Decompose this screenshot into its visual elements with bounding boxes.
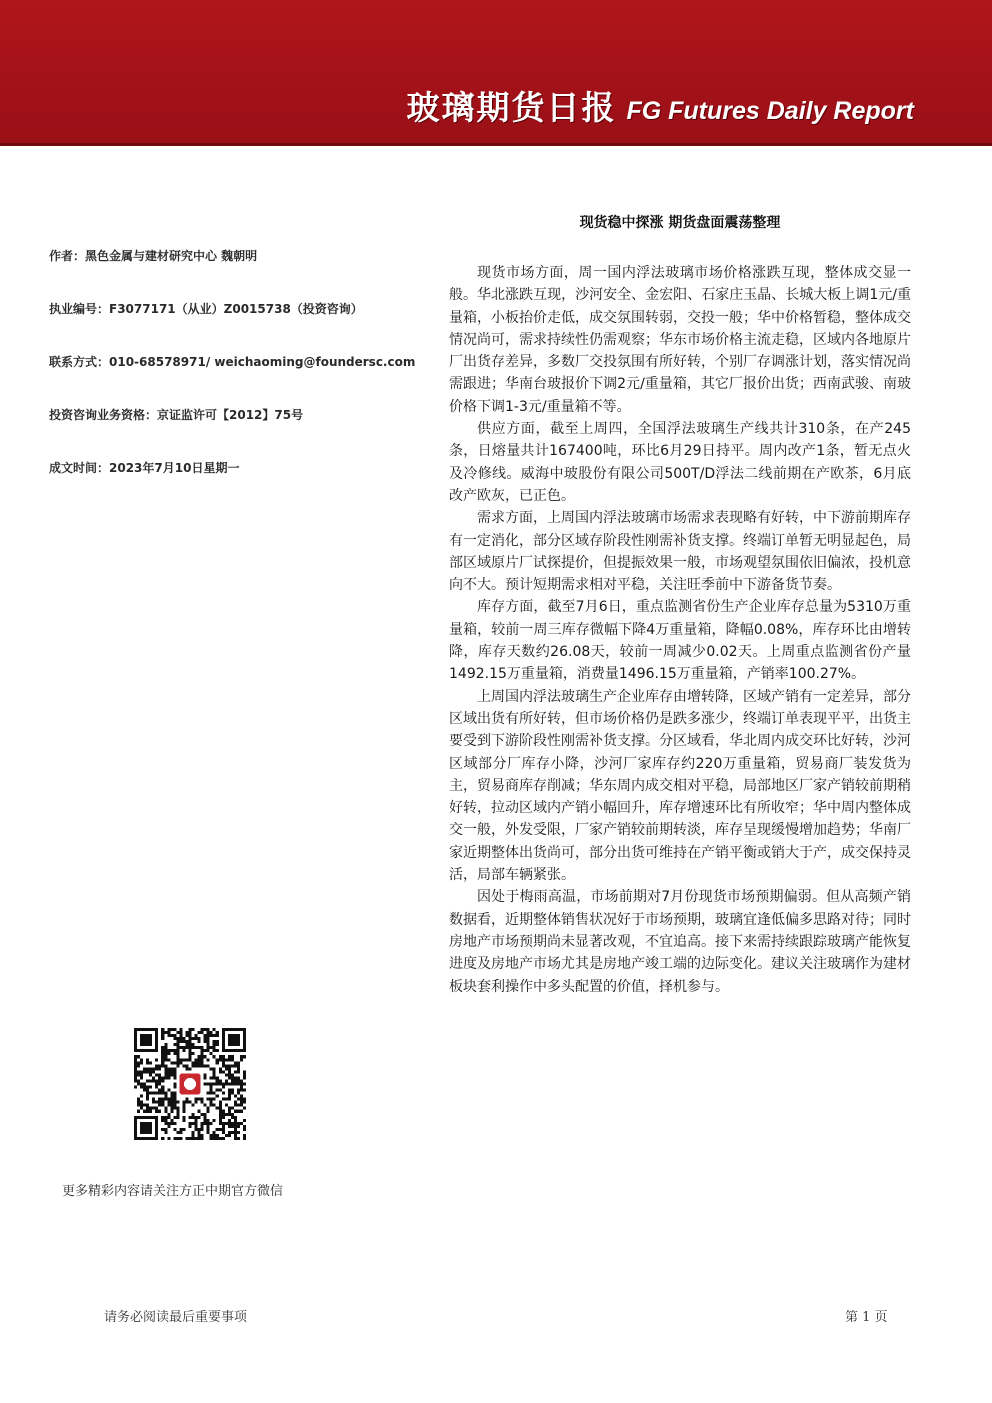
article-title: 现货稳中探涨 期货盘面震荡整理 [579, 215, 781, 231]
report-title-en: FG Futures Daily Report [626, 97, 914, 125]
footer-notice: 请务必阅读最后重要事项 [104, 1310, 248, 1325]
paragraph-demand: 需求方面，上周国内浮法玻璃市场需求表现略有好转，中下游前期库存有一定消化，部分区域存阶段性刚需补货支撑。终端订单暂无明显起色，局部区域原片厂试探提价，但提振效果一般，市场观望氛围依旧偏浓，投机意向不大。预计短期需求相对平稳，关注旺季前中下游备货节奏。 [449, 510, 911, 594]
report-title-cn: 玻璃期货日报 [406, 88, 617, 127]
paragraph-spot-market: 现货市场方面，周一国内浮法玻璃市场价格涨跌互现，整体成交显一般。华北涨跌互现，沙河安全、金宏阳、石家庄玉晶、长城大板上调1元/重量箱，小板抬价走低，成交氛围转弱，交投一般；华中价格暂稳，整体成交情况尚可，需求持续性仍需观察；华东市场价格主流走稳，区域内各地原片厂出货存差异，多数厂交投氛围有所好转，个别厂存调涨计划，落实情况尚需跟进；华南台玻报价下调2元/重量箱，其它厂报价出货；西南武骏、南玻价格下调1-3元/重量箱不等。 [449, 265, 911, 415]
publish-date: 成文时间：2023年7月10日星期一 [49, 461, 240, 475]
report-title [406, 82, 914, 129]
paragraph-inventory: 库存方面，截至7月6日，重点监测省份生产企业库存总量为5310万重量箱，较前一周三库存微幅下降4万重量箱，降幅0.08%，库存环比由增转降，库存天数约26.08天，较前一周减少0.02天。上周重点监测省份产量1492.15万重量箱，消费量1496.15万重量箱，产销率100.27%。 [449, 599, 911, 683]
license-number: 执业编号：F3077171（从业）Z0015738（投资咨询） [49, 302, 363, 316]
qr-code-icon [134, 1028, 246, 1140]
contact-info[interactable]: 联系方式：010-68578971/ weichaoming@foundersc.com [49, 355, 416, 369]
paragraph-outlook: 因处于梅雨高温，市场前期对7月份现货市场预期偏弱。但从高频产销数据看，近期整体销售状况好于市场预期，玻璃宜逢低偏多思路对待；同时房地产市场预期尚未显著改观，不宜追高。接下来需持续跟踪玻璃产能恢复进度及房地产市场尤其是房地产竣工端的边际变化。建议关注玻璃作为建材板块套利操作中多头配置的价值，择机参与。 [449, 889, 911, 995]
author-info [49, 246, 429, 478]
paragraph-supply: 供应方面，截至上周四，全国浮法玻璃生产线共计310条，在产245条，日熔量共计167400吨，环比6月29日持平。周内改产1条，暂无点火及冷修线。威海中玻股份有限公司500T/D浮法二线前期在产欧茶，6月底改产欧灰，已正色。 [449, 421, 911, 504]
qr-caption: 更多精彩内容请关注方正中期官方微信 [62, 1184, 284, 1199]
author-line: 作者：黑色金属与建材研究中心 魏朝明 [49, 249, 258, 263]
header-banner [0, 0, 992, 143]
page-number: 第 1 页 [845, 1310, 888, 1325]
paragraph-regional: 上周国内浮法玻璃生产企业库存由增转降，区域产销有一定差异，部分区域出货有所好转，但市场价格仍是跌多涨少，终端订单表现平平，出货主要受到下游阶段性刚需补货支撑。分区域看，华北周内成交环比好转，沙河区域部分厂库存小降，沙河厂家库存约220万重量箱，贸易商厂装发货为主，贸易商库存削减；华东周内成交相对平稳，局部地区厂家产销较前期稍好转，拉动区域内产销小幅回升，库存增速环比有所收窄；华中周内整体成交一般，外发受限，厂家产销较前期转淡，库存呈现缓慢增加趋势；华南厂家近期整体出货尚可，部分出货可维持在产销平衡或销大于产，成交保持灵活，局部车辆紧张。 [449, 688, 911, 884]
qualification-line: 投资咨询业务资格：京证监许可【2012】75号 [49, 408, 304, 422]
article-body [449, 262, 911, 998]
header-divider [0, 143, 992, 146]
